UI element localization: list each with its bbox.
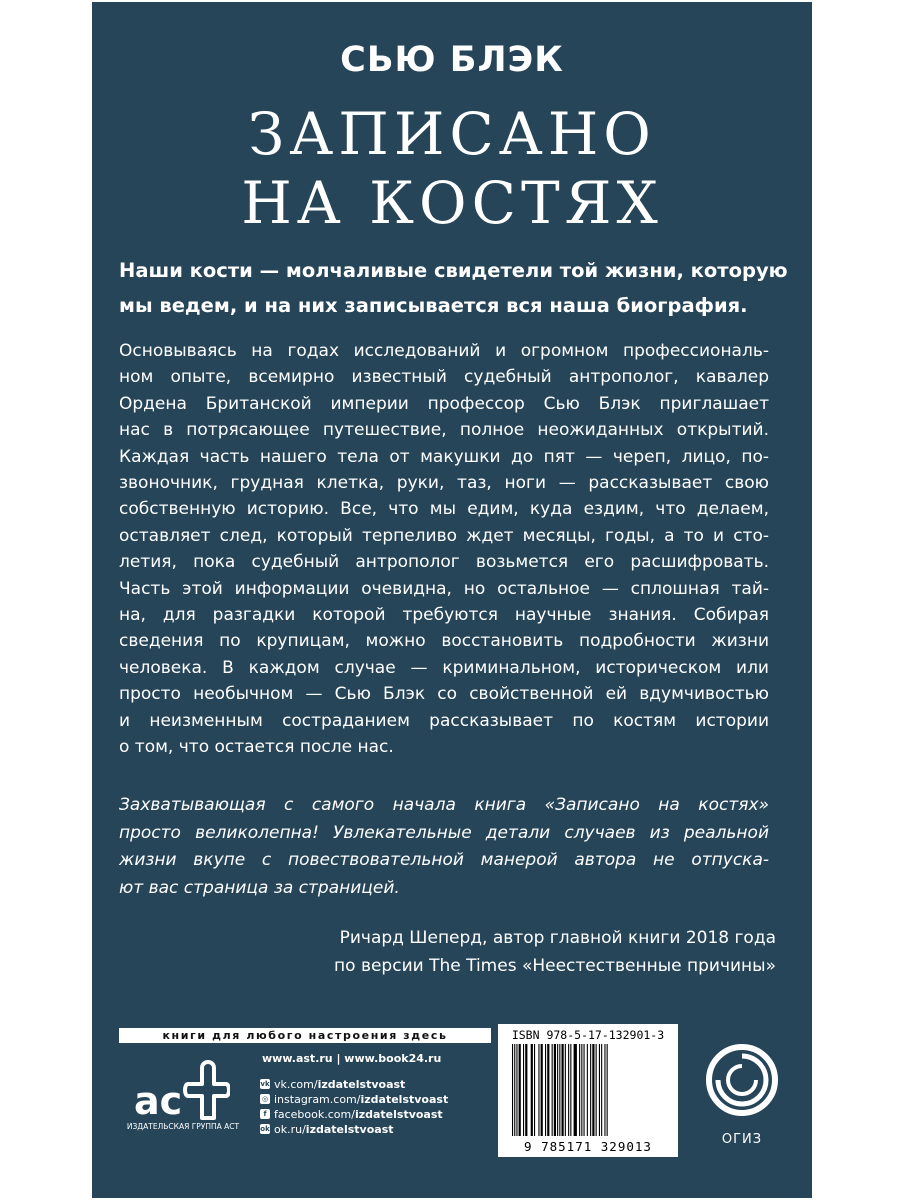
barcode-bar	[562, 1044, 564, 1136]
description-paragraph	[119, 338, 769, 761]
barcode-bar	[604, 1044, 605, 1136]
description-line: собственную историю. Все, что мы едим, куда ездим, что делаем,	[119, 499, 769, 520]
ean-number: 9 785171 329013	[524, 1139, 652, 1154]
barcode-bar	[607, 1044, 608, 1136]
barcode-icon	[506, 1044, 670, 1138]
odnoklassniki-icon: ok	[260, 1125, 270, 1133]
social-links	[260, 1077, 500, 1137]
barcode-bar	[590, 1044, 591, 1136]
description-line: летия, пока судебный антрополог возьмется его расшифровать.	[119, 552, 769, 573]
social-prefix: vk.com/	[274, 1077, 318, 1091]
social-prefix: instagram.com/	[274, 1092, 361, 1106]
lead-line: мы ведем, и на них записывается вся наша биография.	[119, 294, 748, 317]
barcode-bar	[516, 1044, 517, 1136]
barcode-bar	[538, 1044, 539, 1136]
description-line: звоночник, грудная клетка, руки, таз, ноги — рассказывает свою	[119, 473, 769, 494]
barcode-bar	[568, 1044, 569, 1136]
description-line: Каждая часть нашего тела от макушки до пят — череп, лицо, по-	[119, 446, 769, 467]
barcode-bar	[547, 1044, 549, 1136]
barcode-bar	[541, 1044, 543, 1136]
barcode-bar	[512, 1044, 513, 1136]
description-line: Ордена Британской империи профессор Сью Блэк приглашает	[119, 393, 769, 414]
social-link-instagram[interactable]	[260, 1092, 500, 1106]
description-line: человека. В каждом случае — криминальном, историческом или	[119, 657, 769, 678]
social-handle: izdatelstvoast	[360, 1092, 449, 1106]
social-link-facebook[interactable]	[260, 1107, 500, 1121]
barcode-panel	[498, 1024, 678, 1157]
ogiz-logo-icon	[704, 1042, 780, 1118]
quote-line: жизни вкупе с повествовательной манерой автора не отпуска-	[119, 850, 769, 870]
quote-line: просто великолепна! Увлекательные детали случаев из реальной	[119, 822, 769, 843]
barcode-bar	[581, 1044, 582, 1136]
barcode-bar	[565, 1044, 566, 1136]
quote-line: Захватывающая с самого начала книга «Записано на костях»	[119, 795, 769, 815]
social-link-vk[interactable]	[260, 1077, 500, 1091]
barcode-bar	[599, 1044, 600, 1136]
attribution-line: Ричард Шеперд, автор главной книги 2018 года	[339, 928, 776, 948]
social-handle: izdatelstvoast	[317, 1077, 406, 1091]
description-line: на, для разгадки которой требуются научные знания. Собирая	[119, 605, 769, 626]
barcode-bar	[519, 1044, 521, 1136]
barcode-bar	[596, 1044, 597, 1136]
description-line: нас в потрясающее путешествие, полное неожиданных открытий.	[119, 420, 769, 441]
description-line: сведения по крупицам, можно восстановить подробности жизни	[119, 631, 769, 652]
review-quote	[119, 792, 769, 902]
description-line: ном опыте, всемирно известный судебный антрополог, кавалер	[119, 367, 769, 388]
description-line: о том, что остается после нас.	[119, 737, 394, 758]
barcode-bar	[584, 1044, 585, 1136]
publisher-tagline: книги для любого настроения здесь	[119, 1028, 491, 1043]
barcode-bar	[559, 1044, 560, 1136]
social-prefix: ok.ru/	[274, 1122, 306, 1136]
publisher-name: ИЗДАТЕЛЬСКАЯ ГРУППА АСТ	[126, 1122, 240, 1131]
description-line: оставляет след, который терпеливо ждет месяцы, годы, а то и сто-	[119, 525, 769, 546]
barcode-bar	[557, 1044, 558, 1136]
barcode-bar	[579, 1044, 580, 1136]
lead-line: Наши кости — молчаливые свидетели той жизни, которую	[119, 259, 788, 282]
description-line: Часть этой информации очевидна, но остальное — сплошная тай-	[119, 578, 769, 599]
attribution-line: по версии The Times «Неестественные причины»	[334, 956, 776, 976]
barcode-bar	[587, 1044, 588, 1136]
description-line: просто необычном — Сью Блэк со свойственной ей вдумчивостью	[119, 684, 769, 705]
publisher-websites[interactable]: www.ast.ru | www.book24.ru	[262, 1052, 442, 1065]
imprint-name: ОГИЗ	[721, 1132, 763, 1147]
social-prefix: facebook.com/	[274, 1107, 355, 1121]
barcode-bar	[554, 1044, 556, 1136]
author-name: СЬЮ БЛЭК	[340, 40, 564, 80]
book-title-line-1: ЗАПИСАНО	[248, 100, 656, 168]
book-title-line-2: НА КОСТЯХ	[241, 169, 663, 237]
facebook-icon: f	[260, 1109, 270, 1119]
social-link-odnoklassniki[interactable]	[260, 1122, 500, 1136]
barcode-bar	[592, 1044, 594, 1136]
social-handle: izdatelstvoast	[305, 1122, 394, 1136]
barcode-bar	[514, 1044, 515, 1136]
quote-line: ют вас страница за страницей.	[119, 877, 400, 898]
barcode-bar	[601, 1044, 602, 1136]
description-line: Основываясь на годах исследований и огромном профессиональ-	[119, 341, 769, 361]
barcode-bar	[570, 1044, 571, 1136]
instagram-icon: ◎	[261, 1095, 269, 1103]
social-handle: izdatelstvoast	[354, 1107, 443, 1121]
barcode-bar	[545, 1044, 546, 1136]
barcode-bar	[552, 1044, 553, 1136]
barcode-bar	[574, 1044, 577, 1136]
book-back-cover	[92, 2, 812, 1198]
barcode-bar	[523, 1044, 524, 1136]
isbn-number: ISBN 978-5-17-132901-3	[511, 1028, 665, 1042]
ast-logo-letters: ac	[134, 1079, 183, 1122]
vk-icon: vk	[260, 1080, 270, 1088]
lead-paragraph	[119, 253, 789, 323]
barcode-bar	[525, 1044, 527, 1136]
ast-logo-icon	[130, 1054, 230, 1122]
barcode-bar	[534, 1044, 535, 1136]
quote-attribution	[216, 924, 776, 980]
barcode-bar	[531, 1044, 533, 1136]
description-line: и неизменным состраданием рассказывает по костям истории	[119, 710, 769, 731]
